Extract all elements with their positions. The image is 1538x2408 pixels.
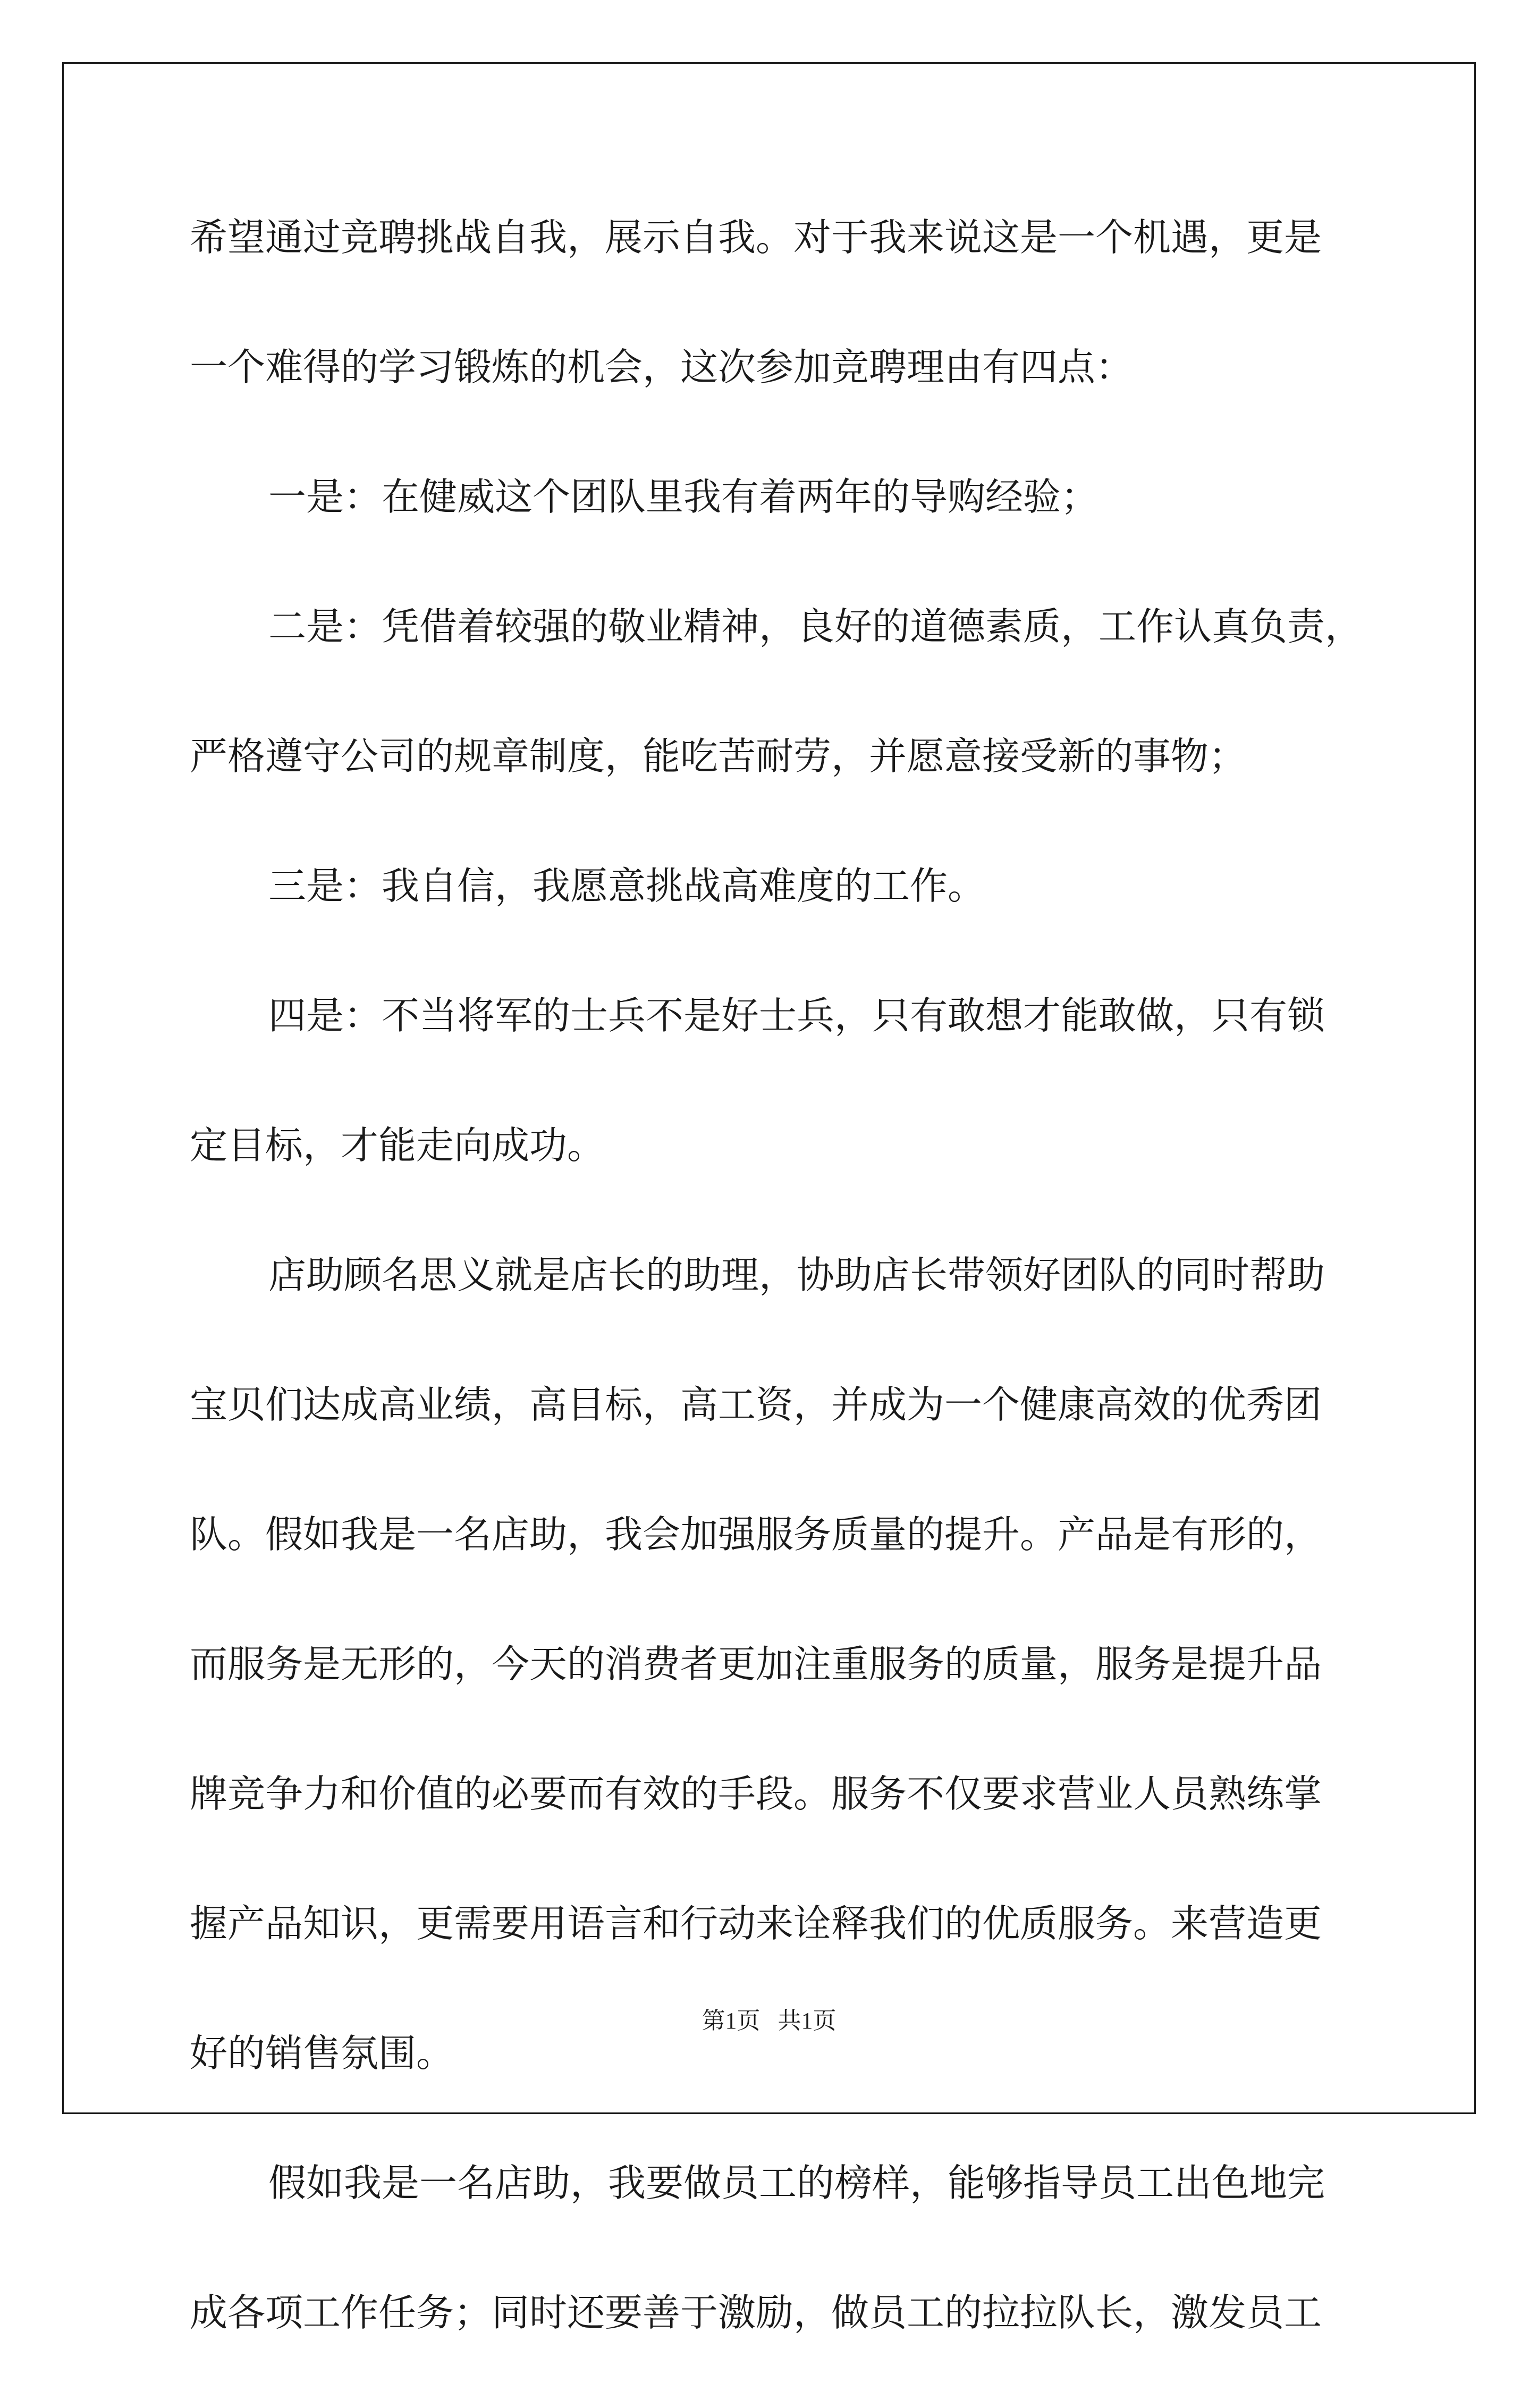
text-line: 一是：在健威这个团队里我有着两年的导购经验； — [268, 475, 1099, 519]
text-line: 三是：我自信，我愿意挑战高难度的工作。 — [268, 864, 986, 908]
text-line: 严格遵守公司的规章制度，能吃苦耐劳，并愿意接受新的事物； — [190, 734, 1247, 778]
text-line: 宝贝们达成高业绩，高目标，高工资，并成为一个健康高效的优秀团 — [190, 1383, 1322, 1427]
text-line: 假如我是一名店助，我要做员工的榜样，能够指导员工出色地完 — [268, 2161, 1325, 2205]
text-line: 而服务是无形的，今天的消费者更加注重服务的质量，服务是提升品 — [190, 1642, 1322, 1686]
text-line: 一个难得的学习锻炼的机会，这次参加竞聘理由有四点： — [190, 345, 1134, 389]
text-line: 好的销售氛围。 — [190, 2031, 454, 2075]
text-line: 四是：不当将军的士兵不是好士兵，只有敢想才能敢做，只有锁 — [268, 993, 1325, 1038]
text-line: 定目标，才能走向成功。 — [190, 1123, 605, 1167]
text-line: 二是：凭借着较强的敬业精神，良好的道德素质，工作认真负责， — [268, 604, 1363, 649]
text-line: 希望通过竞聘挑战自我，展示自我。对于我来说这是一个机遇，更是 — [190, 215, 1322, 259]
text-line: 牌竞争力和价值的必要而有效的手段。服务不仅要求营业人员熟练掌 — [190, 1772, 1322, 1816]
document-body — [190, 203, 1363, 2408]
text-line: 握产品知识，更需要用语言和行动来诠释我们的优质服务。来营造更 — [190, 1901, 1322, 1946]
text-line: 队。假如我是一名店助，我会加强服务质量的提升。产品是有形的， — [190, 1512, 1322, 1556]
text-line: 成各项工作任务；同时还要善于激励，做员工的拉拉队长，激发员工 — [190, 2291, 1322, 2335]
page-footer: 第1页 共1页 — [702, 2008, 836, 2034]
text-line: 店助顾名思义就是店长的助理，协助店长带领好团队的同时帮助 — [268, 1253, 1325, 1297]
